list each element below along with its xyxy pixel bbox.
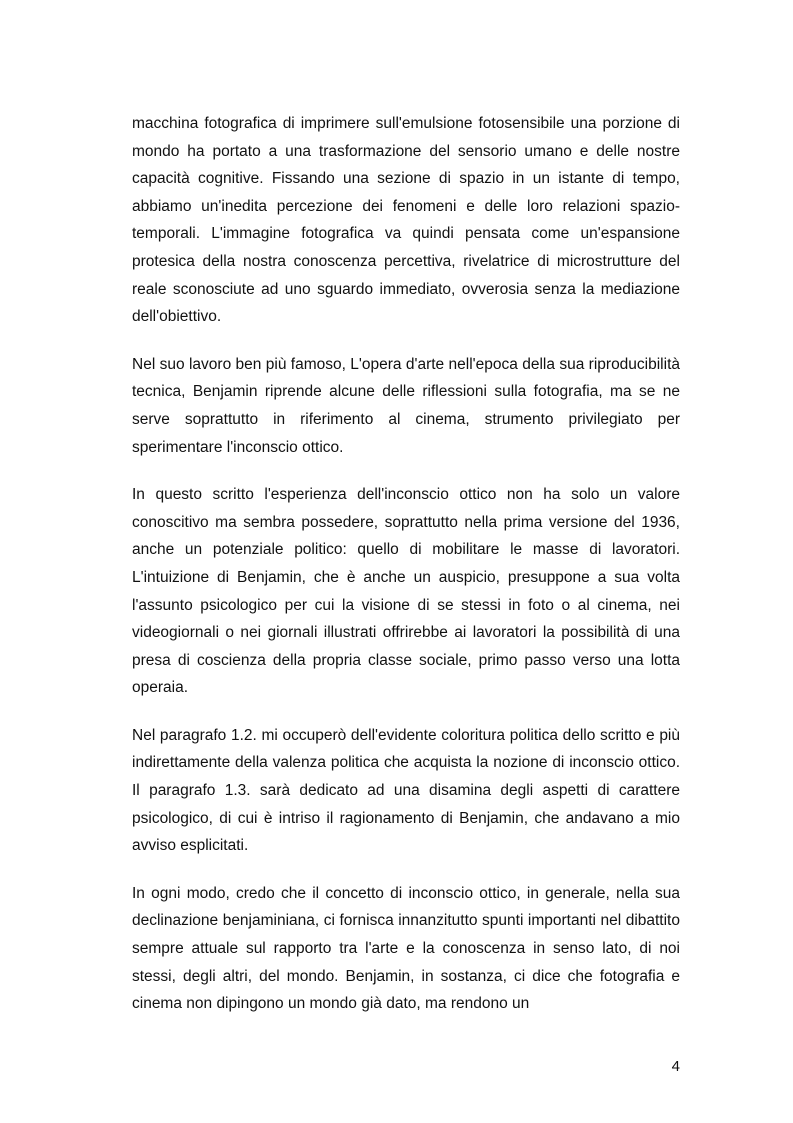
paragraph-3: In questo scritto l'esperienza dell'inconscio ottico non ha solo un valore conoscitivo ma sembra possedere, soprattutto nella prima versione del 1936, anche un potenziale politico: quello di mobilitare le masse di lavoratori. L'intuizione di Benjamin, che è anche un auspicio, presuppone a sua volta l'assunto psicologico per cui la visione di se stessi in foto o al cinema, nei videogiornali o nei giornali illustrati offrirebbe ai lavoratori la possibilità di una presa di coscienza della propria classe sociale, primo passo verso una lotta operaia.	[132, 486, 680, 697]
paragraph-2: Nel suo lavoro ben più famoso, L'opera d'arte nell'epoca della sua riproducibilità tecnica, Benjamin riprende alcune delle riflessioni sulla fotografia, ma se ne serve soprattutto in riferimento al cinema, strumento privilegiato per sperimentare l'inconscio ottico.	[132, 355, 680, 456]
paragraph-4: Nel paragrafo 1.2. mi occuperò dell'evidente coloritura politica dello scritto e più indirettamente della valenza politica che acquista la nozione di inconscio ottico. Il paragrafo 1.3. sarà dedicato ad una disamina degli aspetti di carattere psicologico, di cui è intriso il ragionamento di Benjamin, che andavano a mio avviso esplicitati.	[132, 726, 680, 855]
paragraph-1: macchina fotografica di imprimere sull'emulsione fotosensibile una porzione di mondo ha portato a una trasformazione del sensorio umano e delle nostre capacità cognitive. Fissando una sezione di spazio in un istante di tempo, abbiamo un'inedita percezione dei fenomeni e delle loro relazioni spazio-temporali. L'immagine fotografica va quindi pensata come un'espansione protesica della nostra conoscenza percettiva, rivelatrice di microstrutture del reale sconosciute ad uno sguardo immediato, ovverosia senza la mediazione dell'obiettivo.	[132, 115, 680, 326]
paragraph-5: In ogni modo, credo che il concetto di inconscio ottico, in generale, nella sua declinazione benjaminiana, ci fornisca innanzitutto spunti importanti nel dibattito sempre attuale sul rapporto tra l'arte e la conoscenza in senso lato, di noi stessi, degli altri, del mondo. Benjamin, in sostanza, ci dice che fotografia e cinema non dipingono un mondo già dato, ma rendono un	[132, 884, 680, 1013]
page-number: 4	[671, 1058, 680, 1075]
body-text	[132, 110, 680, 1038]
